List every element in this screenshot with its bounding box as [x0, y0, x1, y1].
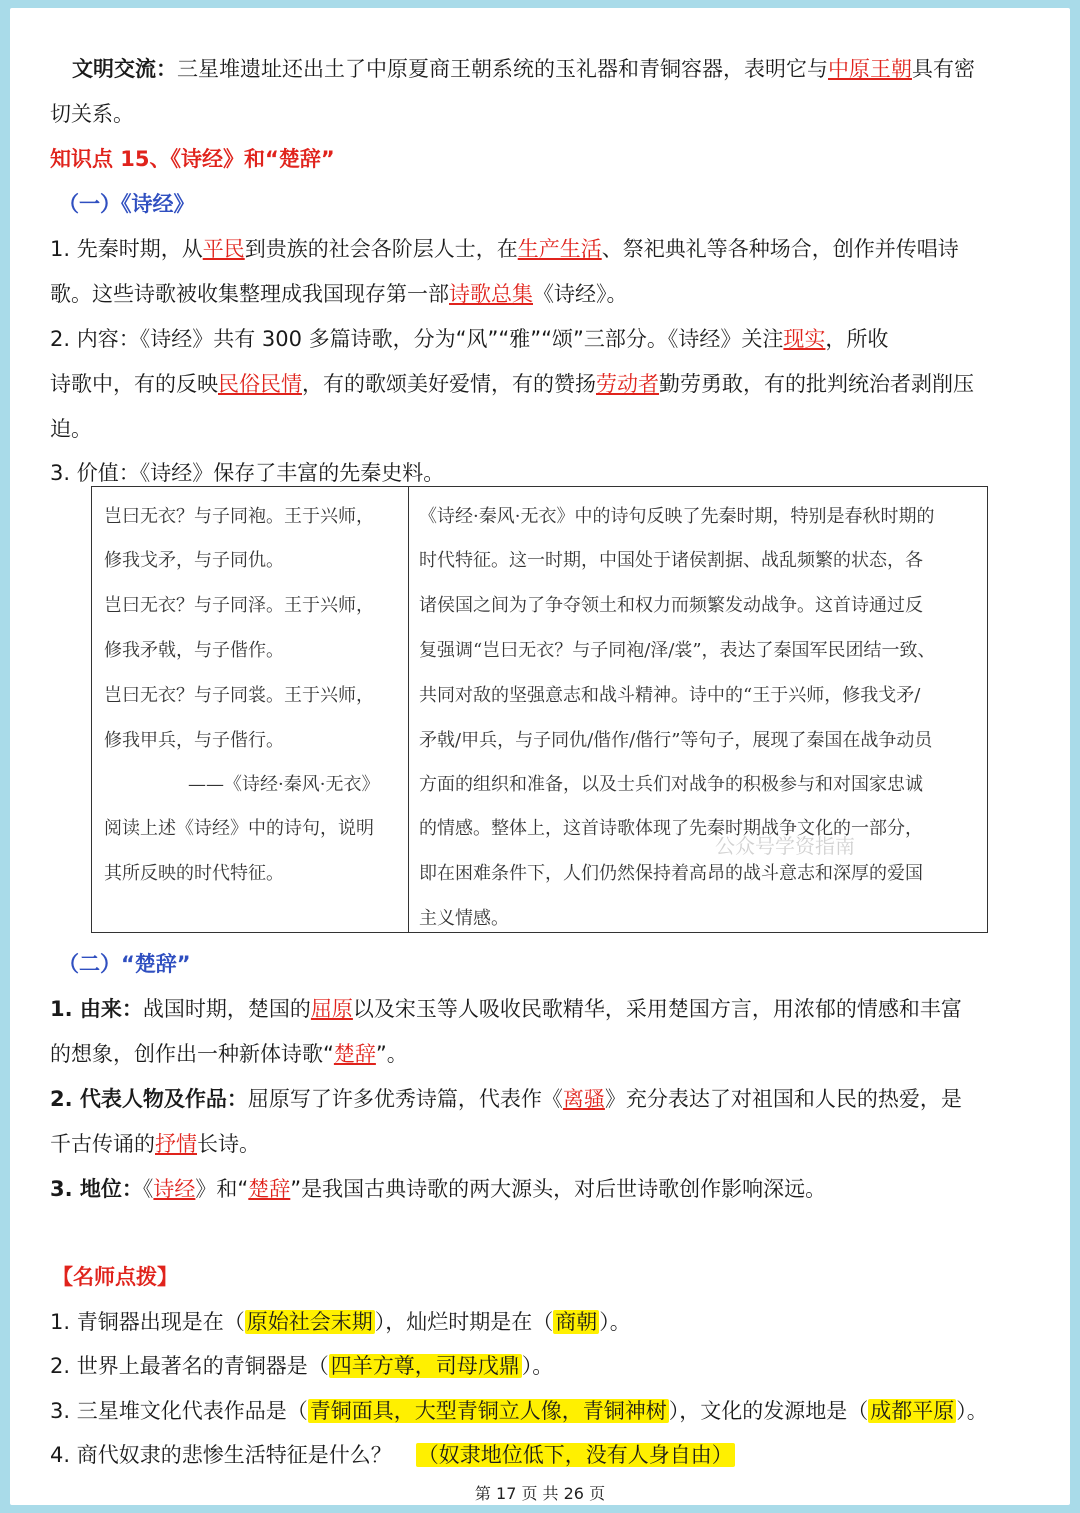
answer-line: 共同对敌的坚强意志和战斗精神。诗中的“王于兴师，修我戈矛/ — [419, 685, 921, 706]
chuci-p2-label: 2. 代表人物及作品： — [50, 1087, 248, 1111]
keyword-chuci: 楚辞 — [248, 1177, 291, 1201]
text: ，有的歌颂美好爱情，有的赞扬 — [302, 372, 596, 396]
keyword-laborers: 劳动者 — [596, 372, 659, 396]
text: ），文化的发源地是（ — [668, 1399, 869, 1423]
text: 《诗经》。 — [533, 282, 628, 306]
poem-line: 岂曰无衣？与子同袍。王于兴师， — [104, 506, 374, 527]
text: 歌。这些诗歌被收集整理成我国现存第一部 — [50, 282, 449, 306]
answer-line: 矛戟/甲兵，与子同仇/偕作/偕行”等句子，展现了秦国在战争动员 — [419, 730, 933, 751]
text: 2. 世界上最著名的青铜器是（ — [50, 1354, 329, 1378]
watermark: 公众号学资指南 — [715, 834, 855, 858]
text: 的想象，创作出一种新体诗歌“ — [50, 1042, 334, 1066]
text: 长诗。 — [197, 1132, 260, 1156]
shijing-p1-line2 — [50, 279, 628, 309]
tips-q3 — [50, 1396, 988, 1426]
page-footer: 第 17 页 共 26 页 — [474, 1484, 606, 1503]
text: 千古传诵的 — [50, 1132, 155, 1156]
text: ），灿烂时期是在（ — [374, 1310, 554, 1334]
text: 到贵族的社会各阶层人士，在 — [244, 237, 518, 261]
answer-cell — [409, 487, 988, 933]
text: 》和“ — [195, 1177, 249, 1201]
tips-q2 — [50, 1351, 553, 1381]
poem-analysis-table — [91, 486, 988, 933]
answer-highlight: 成都平原 — [870, 1399, 955, 1423]
chuci-p1-label: 1. 由来： — [50, 997, 143, 1021]
text: 1. 先秦时期，从 — [50, 237, 203, 261]
keyword-qu-yuan: 屈原 — [310, 997, 353, 1021]
answer-line: 即在困难条件下，人们仍然保持着高昂的战斗意志和深厚的爱国 — [419, 863, 923, 884]
chuci-p1-line2 — [50, 1039, 408, 1069]
text: 4. 商代奴隶的悲惨生活特征是什么？ — [50, 1443, 392, 1467]
question-line: 其所反映的时代特征。 — [104, 863, 284, 884]
chuci-p3 — [50, 1174, 826, 1204]
answer-line: 的情感。整体上，这首诗歌体现了先秦时期战争文化的一部分， — [419, 818, 923, 839]
poem-line: 岂曰无衣？与子同泽。王于兴师， — [104, 595, 374, 616]
tips-heading: 【名师点拨】 — [52, 1265, 178, 1289]
shijing-p1-line1 — [50, 234, 959, 264]
answer-line: 复强调“岂曰无衣？与子同袍/泽/裳”，表达了秦国军民团结一致、 — [419, 640, 936, 661]
poem-source: ——《诗经·秦风·无衣》 — [188, 774, 380, 795]
poem-cell — [92, 487, 409, 933]
answer-highlight: 四羊方尊，司母戊鼎 — [330, 1354, 520, 1378]
text: 2. 内容：《诗经》共有 300 多篇诗歌，分为“风”“雅”“颂”三部分。《诗经》关注 — [50, 327, 784, 351]
knowledge-point-15-title: 知识点 15、《诗经》和“楚辞” — [50, 147, 335, 171]
chuci-p2-line1 — [50, 1084, 962, 1114]
document-page — [10, 8, 1070, 1505]
answer-highlight: 商朝 — [555, 1310, 598, 1334]
keyword-folk-customs: 民俗民情 — [218, 372, 302, 396]
shijing-p2-line3: 迫。 — [50, 417, 92, 441]
text: 以及宋玉等人吸收民歌精华，采用楚国方言，用浓郁的情感和丰富 — [352, 997, 962, 1021]
keyword-li-sao: 离骚 — [562, 1087, 605, 1111]
text: ）。 — [956, 1399, 988, 1423]
poem-line: 修我甲兵，与子偕行。 — [104, 730, 284, 751]
text: 》充分表达了对祖国和人民的热爱，是 — [604, 1087, 962, 1111]
text: ”。 — [375, 1042, 408, 1066]
answer-line: 主义情感。 — [419, 908, 509, 929]
shijing-p2-line1 — [50, 324, 888, 354]
shijing-p3: 3. 价值：《诗经》保存了丰富的先秦史料。 — [50, 461, 445, 485]
poem-line: 岂曰无衣？与子同裳。王于兴师， — [104, 685, 374, 706]
keyword-shijing: 诗经 — [153, 1177, 196, 1201]
answer-line: 《诗经·秦风·无衣》中的诗句反映了先秦时期，特别是春秋时期的 — [419, 506, 935, 527]
chuci-p1-line1 — [50, 994, 962, 1024]
keyword-reality: 现实 — [783, 327, 826, 351]
answer-line: 时代特征。这一时期，中国处于诸侯割据、战乱频繁的状态，各 — [419, 550, 923, 571]
chuci-p3-label: 3. 地位： — [50, 1177, 143, 1201]
text: 、祭祀典礼等各种场合，创作并传唱诗 — [601, 237, 959, 261]
keyword-lyrical: 抒情 — [155, 1132, 197, 1156]
tips-q1 — [50, 1307, 631, 1337]
culture-text: 三星堆遗址还出土了中原夏商王朝系统的玉礼器和青铜容器，表明它与 — [177, 57, 828, 81]
tips-q4 — [50, 1440, 735, 1470]
answer-highlight: 青铜面具，大型青铜立人像，青铜神树 — [309, 1399, 667, 1423]
text: ”是我国古典诗歌的两大源头，对后世诗歌创作影响深远。 — [290, 1177, 827, 1201]
text: 屈原写了许多优秀诗篇，代表作《 — [247, 1087, 563, 1111]
text: 1. 青铜器出现是在（ — [50, 1310, 245, 1334]
shijing-heading: （一）《诗经》 — [58, 192, 195, 216]
poem-line: 修我戈矛，与子同仇。 — [104, 550, 284, 571]
poem-line: 修我矛戟，与子偕作。 — [104, 640, 284, 661]
text: 诗歌中，有的反映 — [50, 372, 218, 396]
keyword-poetry-collection: 诗歌总集 — [449, 282, 533, 306]
answer-line: 方面的组织和准备，以及士兵们对战争的积极参与和对国家忠诚 — [419, 774, 923, 795]
answer-highlight: 原始社会末期 — [246, 1310, 373, 1334]
answer-highlight: （奴隶地位低下，没有人身自由） — [417, 1443, 733, 1467]
text: 战国时期，楚国的 — [142, 997, 311, 1021]
shijing-p2-line2 — [50, 369, 974, 399]
text: 《 — [142, 1177, 154, 1201]
text: 勤劳勇敢，有的批判统治者剥削压 — [659, 372, 974, 396]
chuci-p2-line2 — [50, 1129, 260, 1159]
culture-text-end: 具有密 — [912, 57, 975, 81]
keyword-commoners: 平民 — [202, 237, 245, 261]
text: ）。 — [599, 1310, 631, 1334]
answer-line: 诸侯国之间为了争夺领土和权力而频繁发动战争。这首诗通过反 — [419, 595, 923, 616]
text: ，所收 — [825, 327, 889, 351]
keyword-chuci: 楚辞 — [333, 1042, 376, 1066]
keyword-central-dynasty: 中原王朝 — [828, 57, 912, 81]
keyword-production-life: 生产生活 — [517, 237, 602, 261]
question-line: 阅读上述《诗经》中的诗句，说明 — [104, 818, 374, 839]
chuci-heading: （二）“楚辞” — [58, 952, 191, 976]
culture-paragraph-line1 — [72, 54, 975, 84]
text: ）。 — [521, 1354, 554, 1378]
culture-label: 文明交流： — [72, 57, 177, 81]
text: 3. 三星堆文化代表作品是（ — [50, 1399, 308, 1423]
culture-paragraph-line2: 切关系。 — [50, 102, 134, 126]
